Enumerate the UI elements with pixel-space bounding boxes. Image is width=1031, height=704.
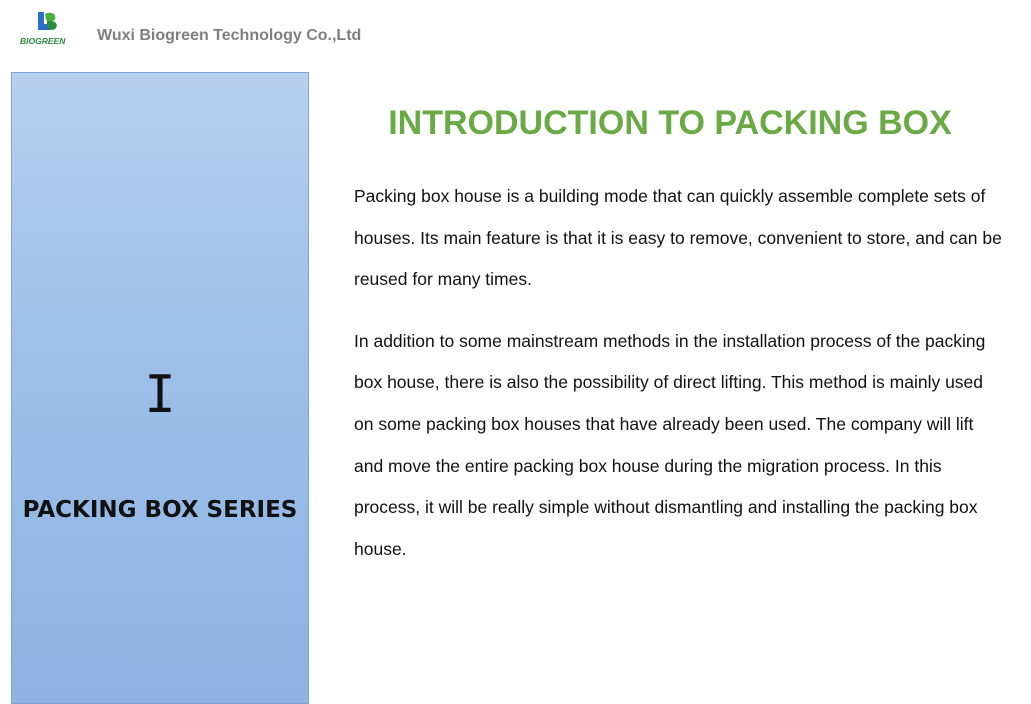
logo-wordmark: BIOGREEN xyxy=(20,36,66,46)
body-content xyxy=(354,176,1004,570)
company-logo xyxy=(18,10,78,46)
series-title: PACKING BOX SERIES xyxy=(22,497,298,523)
paragraph-installation: In addition to some mainstream methods in the installation process of the packing box house, there is also the possibility of direct lifting. This method is mainly used on some packing box houses that have already been used. The company will lift and move the entire packing box house during the migration process. In this process, it will be really simple without dismantling and installing the packing box house. xyxy=(354,330,986,559)
paragraph-intro: Packing box house is a building mode that can quickly assemble complete sets of houses. Its main feature is that it is easy to remove, convenient to store, and can be reused for many times. xyxy=(354,186,1002,290)
page-title: INTRODUCTION TO PACKING BOX xyxy=(388,104,952,142)
section-side-panel xyxy=(11,72,309,704)
section-numeral: I xyxy=(144,365,176,425)
company-name: Wuxi Biogreen Technology Co.,Ltd xyxy=(97,27,362,44)
page-header xyxy=(0,0,1031,70)
biogreen-logo-icon xyxy=(35,10,61,34)
